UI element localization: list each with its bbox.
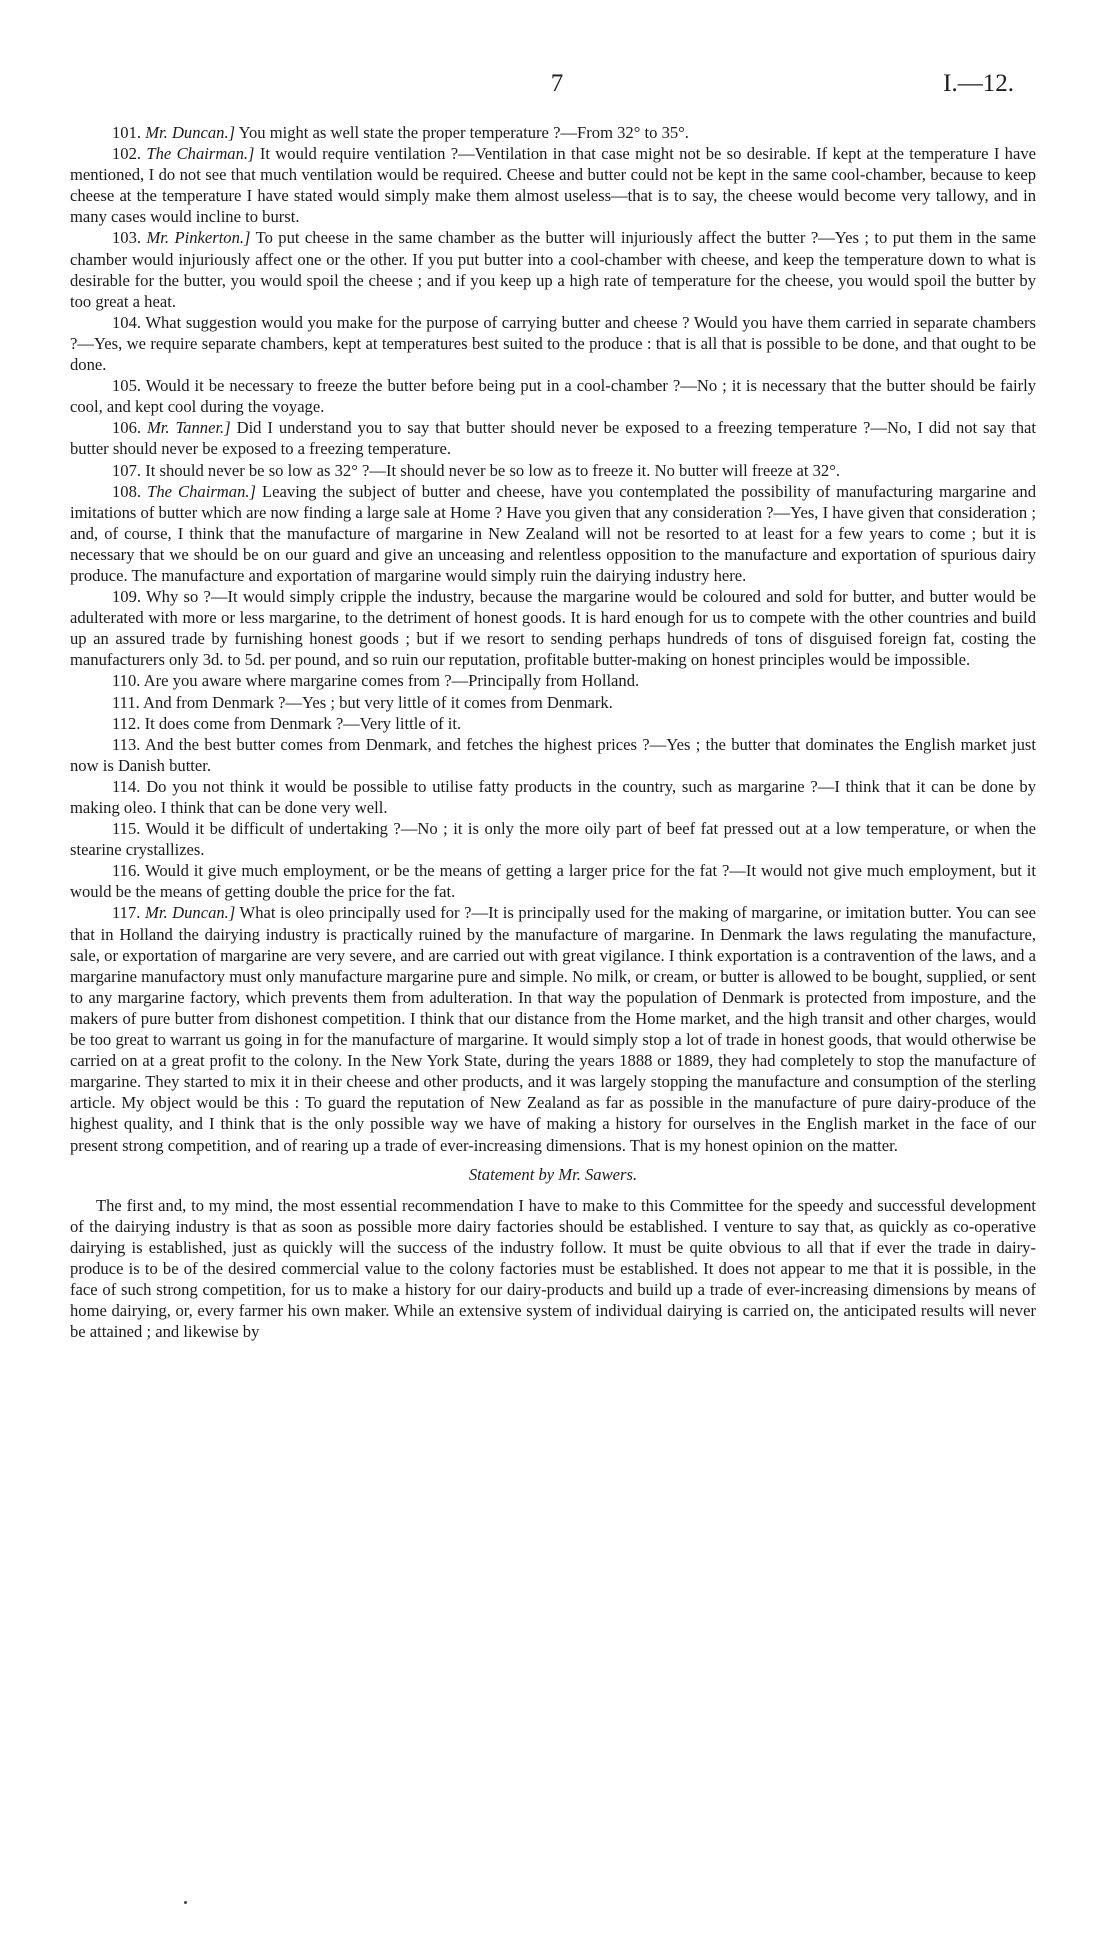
qa-paragraph <box>70 692 1036 713</box>
question-number: 113. <box>112 734 141 754</box>
question-number: 107. <box>112 460 142 480</box>
qa-text: And from Denmark ?—Yes ; but very little of it comes from Denmark. <box>143 692 613 712</box>
question-answer-list <box>70 122 1036 1156</box>
question-number: 114. <box>112 776 141 796</box>
qa-text: And the best butter comes from Denmark, and fetches the highest prices ?—Yes ; the butter that dominates the English market just now is Danish butter. <box>70 734 1036 775</box>
speaker-name: Mr. Duncan.] <box>145 903 236 923</box>
question-number: 106. <box>112 418 142 438</box>
qa-paragraph <box>70 713 1036 734</box>
question-number: 103. <box>112 228 142 248</box>
question-number: 104. <box>112 312 142 332</box>
qa-paragraph <box>70 481 1036 586</box>
question-number: 117. <box>112 903 141 923</box>
speaker-name: Mr. Tanner.] <box>146 418 231 438</box>
speaker-name: The Chairman.] <box>146 144 255 164</box>
qa-text: What is oleo principally used for ?—It is principally used for the making of margarine, or imitation butter. You can see that in Holland the dairying industry is practically ruined by the manufacture of margarine. In Denmark the laws regulating the manufacture, sale, or exportation of margarine are very severe, and are carried out with great vigilance. I think exportation is a contravention of the laws, and a margarine manufactory must only manufacture margarine pure and simple. No milk, or cream, or butter is allowed to be bought, supplied, or sent to any margarine factory, which prevents them from adulteration. In that way the population of Denmark is protected from imposture, and the makers of pure butter from dishonest competition. I think that our distance from the Home market, and the high transit and other charges, would be too great to warrant us going in for the manufacture of margarine. It would simply stop a lot of trade in honest goods, that would otherwise be carried on at a great profit to the colony. In the New York State, during the years 1888 or 1889, they had completely to stop the manufacture of margarine. They started to mix it in their cheese and other products, and it was largely stopping the manufacture and consumption of the sterling article. My object would be this : To guard the reputation of New Zealand as far as possible in the manufacture of pure dairy-produce of the highest quality, and I think that is the only possible way we have of making a history for ourselves in the English market in the face of our present strong competition, and of rearing up a trade of ever-increasing dimensions. That is my honest opinion on the matter. <box>70 903 1036 1155</box>
qa-text: Leaving the subject of butter and cheese, have you contemplated the possibility of manufacturing margarine and imitations of butter which are now finding a large sale at Home ? Have you given that any consideration ?—Yes, I have given that consideration ; and, of course, I think that the manufacture of margarine in New Zealand will not be resorted to at least for a few years to come ; but it is necessary that we should be on our guard and give an unceasing and relentless opposition to the manufacture and exportation of spurious dairy produce. The manufacture and exportation of margarine would simply ruin the dairying industry here. <box>70 481 1036 585</box>
statement-paragraph: The first and, to my mind, the most essential recommendation I have to make to this Committee for the speedy and successful development of the dairying industry is that as soon as possible more dairy factories should be established. I venture to say that, as quickly as co-operative dairying is established, just as quickly will the success of the industry follow. It must be quite obvious to all that if ever the trade in dairy-produce is to be of the desired commercial value to the colony factories must be established. It does not appear to me that it is possible, in the face of such strong competition, for us to make a history for our dairy-products and build up a trade of ever-increasing dimensions by means of home dairying, or, every farmer his own maker. While an extensive system of individual dairying is carried on, the anticipated results will never be attained ; and likewise by <box>70 1195 1036 1342</box>
question-number: 116. <box>112 861 141 881</box>
qa-text: Why so ?—It would simply cripple the industry, because the margarine would be coloured and sold for butter, and butter would be adulterated with more or less margarine, to the detriment of honest goods. It is hard enough for us to compete with the other countries and build up an assured trade by furnishing honest goods ; but if we resort to sending perhaps hundreds of tons of disguised foreign fat, costing the manufacturers only 3d. to 5d. per pound, and so ruin our reputation, profitable butter-making on honest principles would be impossible. <box>70 587 1036 670</box>
qa-paragraph <box>70 122 1036 143</box>
qa-paragraph <box>70 460 1036 481</box>
question-number: 102. <box>112 144 142 164</box>
page-speck <box>184 1901 187 1904</box>
qa-text: What suggestion would you make for the purpose of carrying butter and cheese ? Would you have them carried in separate chambers ?—Yes, we require separate chambers, kept at temperatures best suited to the produce : that is all that is possible to be done, and that ought to be done. <box>70 312 1036 375</box>
qa-text: It should never be so low as 32° ?—It should never be so low as to freeze it. No butter will freeze at 32°. <box>145 460 841 480</box>
question-number: 111. <box>112 692 140 712</box>
page-number: 7 <box>550 70 564 97</box>
qa-text: Would it be difficult of undertaking ?—No ; it is only the more oily part of beef fat pressed out at a low temperature, or when the stearine crystallizes. <box>70 819 1036 860</box>
qa-paragraph <box>70 417 1036 459</box>
page-header <box>70 70 1044 110</box>
speaker-name: The Chairman.] <box>147 481 256 501</box>
qa-text: Would it give much employment, or be the means of getting a larger price for the fat ?—It would not give much employment, but it would be the means of getting double the price for the fat. <box>70 861 1036 902</box>
document-reference: I.—12. <box>943 70 1014 97</box>
question-number: 110. <box>112 671 141 691</box>
qa-text: Do you not think it would be possible to utilise fatty products in the country, such as margarine ?—I think that it can be done by making oleo. I think that can be done very well. <box>70 776 1036 817</box>
question-number: 115. <box>112 819 141 839</box>
qa-text: To put cheese in the same chamber as the butter will injuriously affect the butter ?—Yes ; to put them in the same chamber would injuriously affect one or the other. If you put butter into a cool-chamber with cheese, and keep the temperature down to what is desirable for the butter, you would spoil the cheese ; and if you keep up a high rate of temperature for the cheese, you would spoil the butter by too great a heat. <box>70 228 1036 311</box>
question-number: 112. <box>112 713 141 733</box>
qa-text: Would it be necessary to freeze the butter before being put in a cool-chamber ?—No ; it is necessary that the butter should be fairly cool, and kept cool during the voyage. <box>70 376 1036 417</box>
qa-text: Did I understand you to say that butter should never be exposed to a freezing temperature ?—No, I did not say that butter should never be exposed to a freezing temperature. <box>70 418 1036 459</box>
speaker-name: Mr. Pinkerton.] <box>146 228 251 248</box>
qa-paragraph <box>70 860 1036 902</box>
qa-paragraph <box>70 312 1036 375</box>
qa-paragraph <box>70 375 1036 417</box>
question-number: 109. <box>112 587 142 607</box>
qa-paragraph <box>70 227 1036 311</box>
question-number: 108. <box>112 481 142 501</box>
speaker-name: Mr. Duncan.] <box>145 123 236 142</box>
qa-paragraph <box>70 143 1036 227</box>
question-number: 105. <box>112 376 142 396</box>
qa-paragraph <box>70 586 1036 670</box>
qa-paragraph <box>70 776 1036 818</box>
qa-paragraph <box>70 734 1036 776</box>
document-body <box>70 122 1036 1342</box>
statement-heading: Statement by Mr. Sawers. <box>468 1164 638 1184</box>
qa-text: You might as well state the proper temperature ?—From 32° to 35°. <box>235 123 689 142</box>
qa-paragraph <box>70 818 1036 860</box>
qa-paragraph <box>70 902 1036 1155</box>
qa-text: It would require ventilation ?—Ventilation in that case might not be so desirable. If kept at the temperature I have mentioned, I do not see that much ventilation would be required. Cheese and butter could not be kept in the same cool-chamber, because to keep cheese at the temperature I have stated would simply make them almost useless—that is to say, the cheese would become very tallowy, and in many cases would incline to burst. <box>70 144 1037 227</box>
qa-paragraph <box>70 670 1036 691</box>
question-number: 101. <box>112 123 142 142</box>
qa-text: It does come from Denmark ?—Very little of it. <box>144 713 462 733</box>
qa-text: Are you aware where margarine comes from ?—Principally from Holland. <box>143 671 640 691</box>
